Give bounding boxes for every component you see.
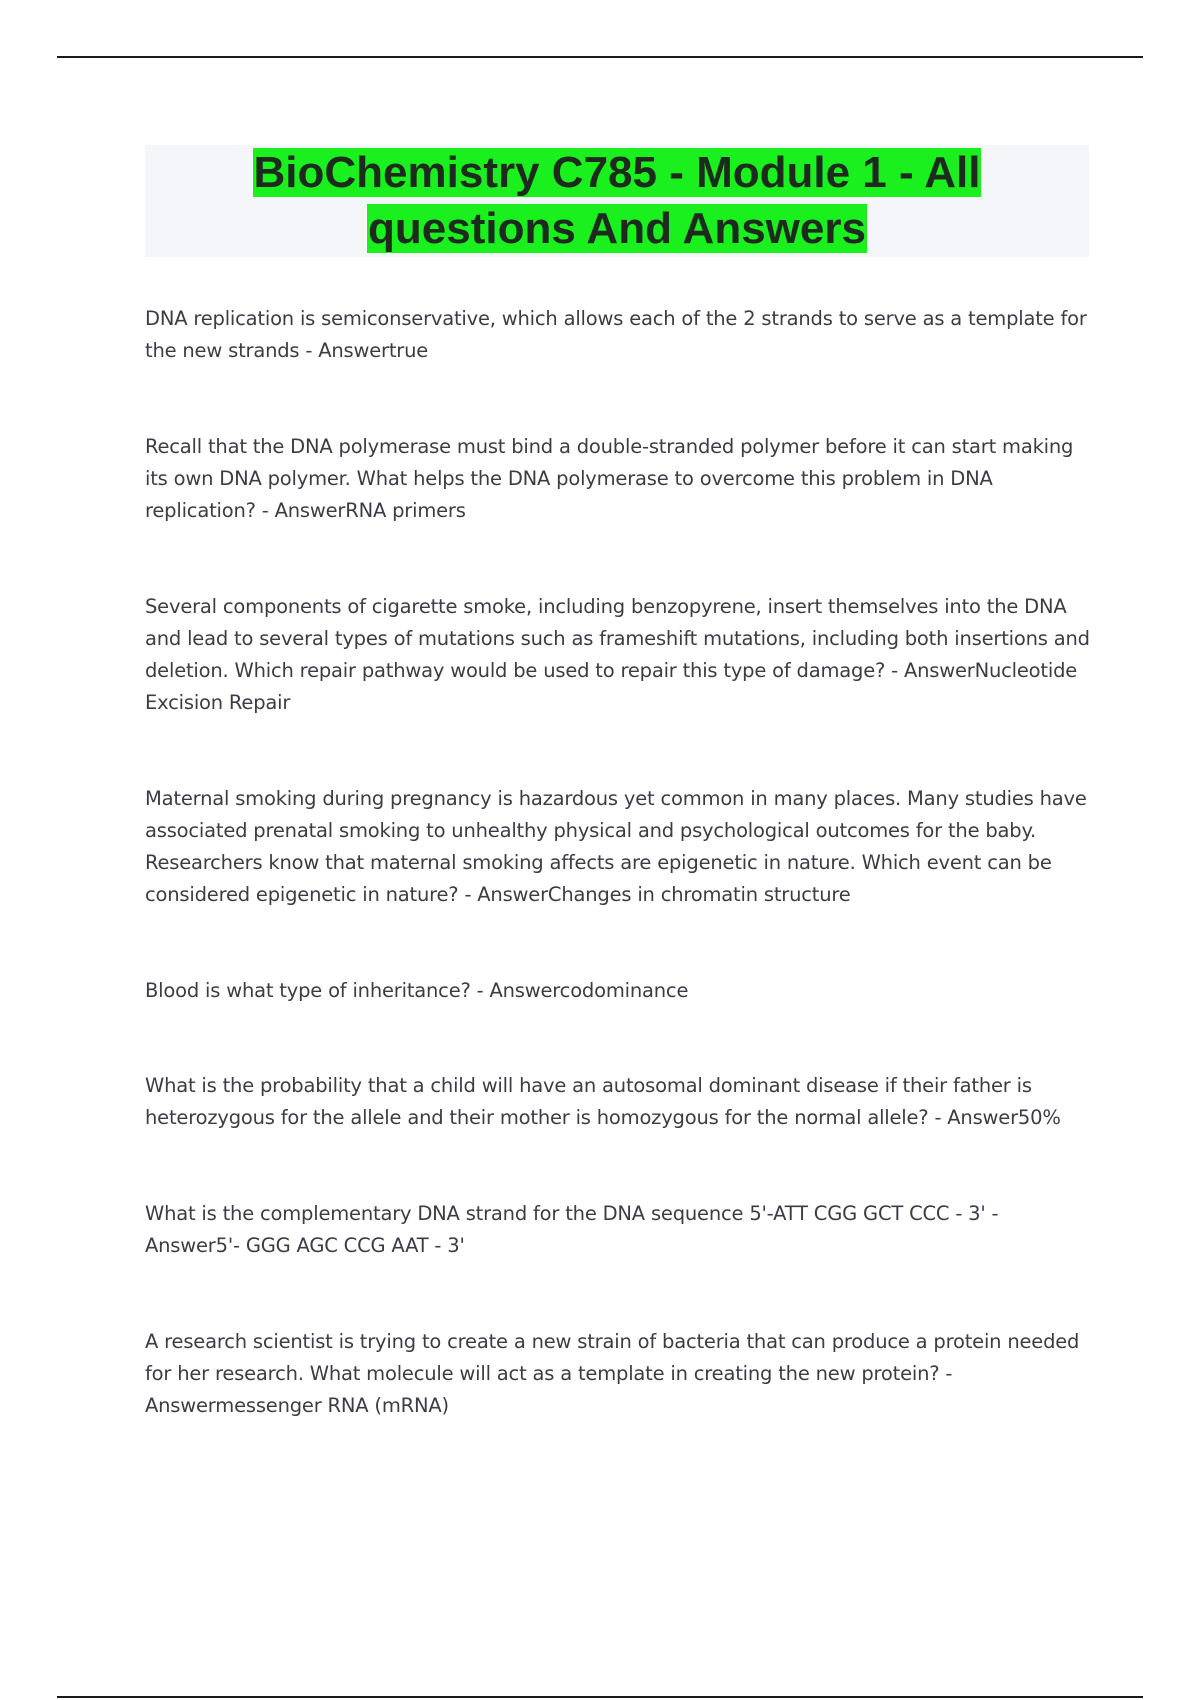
qa-item: DNA replication is semiconservative, which allows each of the 2 strands to serve as a template for the new strands - Answertrue: [145, 307, 1087, 362]
qa-item: Maternal smoking during pregnancy is hazardous yet common in many places. Many studies have associated prenatal smoking to unhealthy physical and psychological outcomes for the baby. Researchers know that maternal smoking affects are epigenetic in nature. Which event can be considered epigenetic in nature? - AnswerChanges in chromatin structure: [145, 787, 1087, 906]
qa-item: A research scientist is trying to create a new strain of bacteria that can produce a protein needed for her research. What molecule will act as a template in creating the new protein? - Answermessenger RNA (mRNA): [145, 1330, 1080, 1417]
qa-item: Several components of cigarette smoke, including benzopyrene, insert themselves into the DNA and lead to several types of mutations such as frameshift mutations, including both insertions and deletion. Which repair pathway would be used to repair this type of damage? - AnswerNucleotide Excision Repair: [145, 595, 1090, 714]
qa-list: [145, 303, 1095, 1422]
title-block: [145, 145, 1089, 257]
document-title: [145, 145, 1089, 257]
qa-item: Blood is what type of inheritance? - Answercodominance: [145, 979, 689, 1002]
qa-item: What is the complementary DNA strand for the DNA sequence 5'-ATT CGG GCT CCC - 3' - Answer5'- GGG AGC CCG AAT - 3': [145, 1202, 999, 1257]
qa-item: Recall that the DNA polymerase must bind a double-stranded polymer before it can start making its own DNA polymer. What helps the DNA polymerase to overcome this problem in DNA replication? - AnswerRNA primers: [145, 435, 1074, 522]
bottom-rule: [57, 1696, 1143, 1698]
title-highlight: BioChemistry C785 - Module 1 - All questions And Answers: [253, 148, 981, 253]
qa-item: What is the probability that a child will have an autosomal dominant disease if their father is heterozygous for the allele and their mother is homozygous for the normal allele? - Answer50%: [145, 1074, 1061, 1129]
top-rule: [57, 56, 1143, 58]
